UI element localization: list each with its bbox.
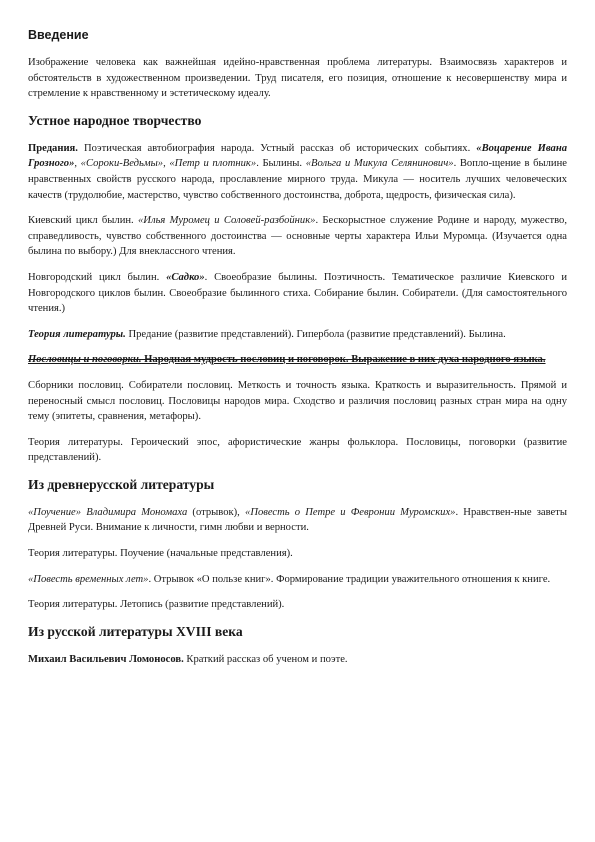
term-legends: Предания.: [28, 142, 78, 154]
work-title: «Илья Муромец и Соловей-разбойник»: [138, 215, 316, 227]
work-title: «Садко»: [166, 271, 205, 283]
text: ,: [163, 158, 170, 170]
work-title: «Поучение» Владимира Мономаха: [28, 506, 188, 518]
text: . Отрывок «О пользе книг». Формирование традиции уважительного отношения к книге.: [148, 573, 551, 585]
oldrus-paragraph-monomakh: [28, 505, 567, 536]
text: Краткий рассказ об ученом и поэте.: [183, 653, 348, 665]
heading-intro: Введение: [28, 28, 89, 42]
heading-folk: Устное народное творчество: [28, 112, 202, 128]
text: Предание (развитие представлений). Гипербола (развитие представлений). Былина.: [125, 328, 506, 340]
folk-paragraph-proverbs: [28, 352, 567, 368]
work-title: «Повесть о Петре и Февронии Муромских»: [245, 506, 456, 518]
oldrus-paragraph-chronicle: [28, 572, 567, 588]
folk-paragraph-kiev: [28, 213, 567, 260]
text: . Вопло-щение в былине нравственных свойств русского народа, прославление мирного труда. Микула — носитель лучших человеческих качеств (трудолюбие, мастерство, чувство собственного достоинства, доброта, щедрость, физическая сила).: [28, 158, 567, 201]
author-name: Михаил Васильевич Ломоносов.: [28, 653, 184, 665]
text: Киевский цикл былин.: [28, 215, 138, 227]
work-title: «Вольга и Микула Селянинович»: [305, 158, 454, 170]
heading-old-russian: Из древнерусской литературы: [28, 476, 215, 492]
oldrus-paragraph-theory: Теория литературы. Поучение (начальные представления).: [28, 548, 293, 560]
term-proverbs: Пословицы и поговорки.: [28, 354, 142, 366]
text: . Бескорыстное служение Родине и народу, мужество, справедливость, чувство собственного достоинства — основные черты характера Ильи Муромца. (Изучается одна былина по выбору.) Для внеклассного чтения.: [28, 215, 567, 258]
work-title: «Повесть временных лет»: [28, 573, 149, 585]
folk-paragraph-theory: [28, 327, 567, 343]
c18-paragraph-lomonosov: [28, 652, 567, 668]
heading-18th-century: Из русской литературы XVIII века: [28, 623, 243, 639]
intro-paragraph: Изображение человека как важнейшая идейно-нравственная проблема литературы. Взаимосвязь характеров и обстоятельств в художественном произведении. Труд писателя, его позиция, отношение к несовершенству мира и стремление к нравственному и эстетическому идеалу.: [28, 57, 567, 100]
work-title: «Воцарение Ивана Грозного»: [28, 142, 567, 170]
folk-paragraph-novgorod: [28, 270, 567, 317]
text: . Нравствен-ные заветы Древней Руси. Внимание к личности, гимн любви и верности.: [28, 506, 567, 534]
text: ,: [74, 158, 81, 170]
text: Поэтическая автобиография народа. Устный рассказ об исторических событиях.: [77, 142, 477, 154]
folk-paragraph-legends: [28, 141, 567, 203]
oldrus-paragraph-theory-2: Теория литературы. Летопись (развитие представлений).: [28, 599, 285, 611]
text: . Былины.: [256, 158, 306, 170]
work-title: «Петр и плотник»: [169, 158, 257, 170]
text: (отрывок),: [187, 506, 246, 518]
work-title: «Сороки-Ведьмы»: [80, 158, 164, 170]
folk-paragraph-theory-2: Теория литературы. Героический эпос, афористические жанры фольклора. Пословицы, поговорки (развитие представлений).: [28, 436, 567, 464]
text: . Своеобразие былины. Поэтичность. Тематическое различие Киевского и Новгородского циклов былин. Своеобразие былинного стиха. Собирание былин. Собиратели. (Для самостоятельного чтения.): [28, 271, 567, 315]
text: Новгородский цикл былин.: [28, 271, 167, 283]
folk-paragraph-collections: Сборники пословиц. Собиратели пословиц. Меткость и точность языка. Краткость и выразительность. Прямой и переносный смысл пословиц. Пословицы народов мира. Сходство и различия пословиц разных стран мира на одну тему (эпитеты, сравнения, метафоры).: [28, 379, 567, 423]
term-theory: Теория литературы.: [28, 328, 126, 340]
text: Народная мудрость пословиц и поговорок. Выражение в них духа народного языка.: [141, 354, 546, 366]
